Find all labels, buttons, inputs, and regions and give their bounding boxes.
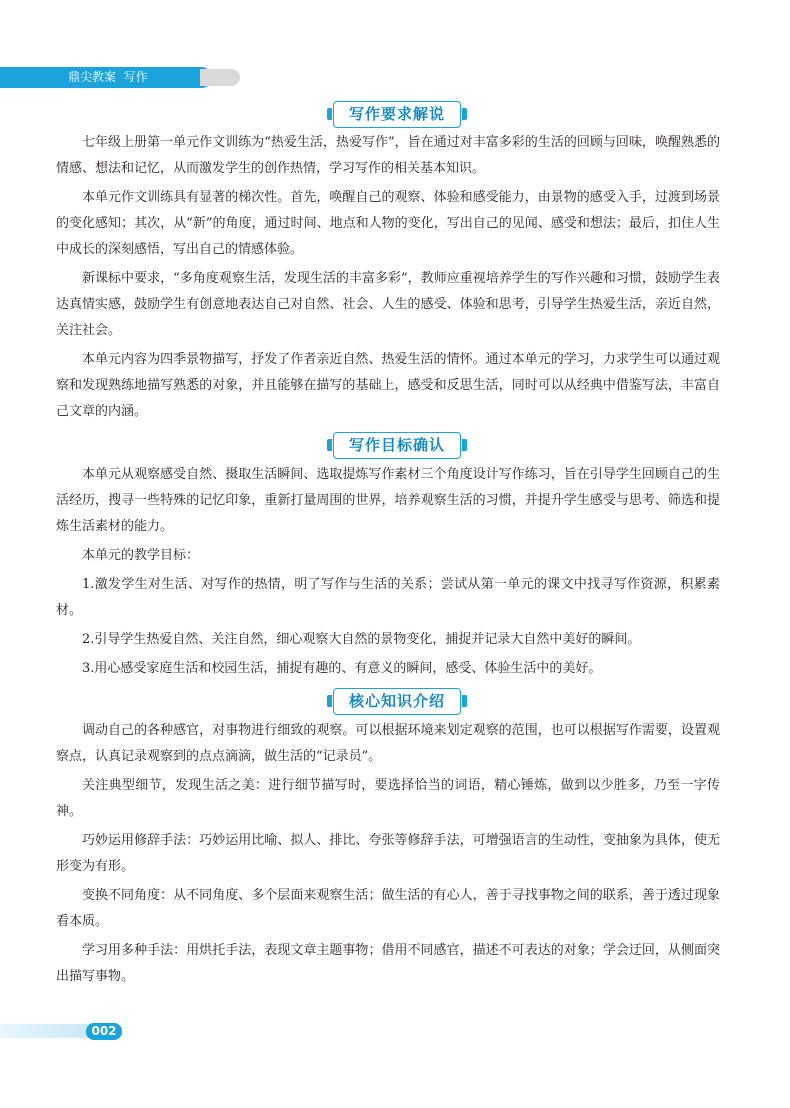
section-title-requirements: 写作要求解说 [333,101,461,128]
paragraph: 本单元内容为四季景物描写，抒发了作者亲近自然、热爱生活的情怀。通过本单元的学习，力求学生可以通过观察和发现熟练地描写熟悉的对象，并且能够在描写的基础上，感受和反思生活，同时可以从经典中借鉴写法，丰富自己文章的内涵。 [56,352,720,419]
page-number: 002 [86,1023,122,1040]
section-title-objectives: 写作目标确认 [333,432,461,459]
section-body-core-knowledge [56,718,720,993]
paragraph: 3.用心感受家庭生活和校园生活，捕捉有趣的、有意义的瞬间，感受、体验生活中的美好。 [82,661,602,676]
paragraph: 调动自己的各种感官，对事物进行细致的观察。可以根据环境来划定观察的范围，也可以根据写作需要，设置观察点，认真记录观察到的点点滴滴，做生活的“记录员”。 [56,723,720,764]
paragraph: 新课标中要求，“多角度观察生活，发现生活的丰富多彩”，教师应重视培养学生的写作兴趣和习惯，鼓励学生表达真情实感，鼓励学生有创意地表达自己对自然、社会、人生的感受、体验和思考，引导学生热爱生活，亲近自然，关注社会。 [56,271,720,338]
paragraph: 巧妙运用修辞手法：巧妙运用比喻、拟人、排比、夸张等修辞手法，可增强语言的生动性，变抽象为具体，使无形变为有形。 [56,833,720,874]
paragraph: 2.引导学生热爱自然、关注自然，细心观察大自然的景物变化，捕捉并记录大自然中美好的瞬间。 [82,632,641,647]
section-body-requirements [56,130,720,428]
paragraph: 学习用多种手法：用烘托手法，表现文章主题事物；借用不同感官，描述不可表达的对象；学会迂回，从侧面突出描写事物。 [56,943,720,984]
header-bar-tail [200,69,240,86]
paragraph: 本单元从观察感受自然、摄取生活瞬间、选取提炼写作素材三个角度设计写作练习，旨在引导学生回顾自己的生活经历，搜寻一些特殊的记忆印象，重新打量周围的世界，培养观察生活的习惯，并提升学生感受与思考、筛选和提炼生活素材的能力。 [56,467,720,534]
paragraph: 1.激发学生对生活、对写作的热情，明了写作与生活的关系；尝试从第一单元的课文中找寻写作资源，积累素材。 [56,577,720,618]
paragraph: 关注典型细节，发现生活之美：进行细节描写时，要选择恰当的词语，精心锤炼，做到以少胜多，乃至一字传神。 [56,778,720,819]
paragraph: 七年级上册第一单元作文训练为“热爱生活，热爱写作”，旨在通过对丰富多彩的生活的回顾与回味，唤醒熟悉的情感、想法和记忆，从而激发学生的创作热情，学习写作的相关基本知识。 [56,135,720,176]
running-header [68,69,148,86]
subject-label: 写作 [123,70,148,84]
paragraph: 本单元作文训练具有显著的梯次性。首先，唤醒自己的观察、体验和感受能力，由景物的感受入手，过渡到场景的变化感知；其次，从“新”的角度，通过时间、地点和人物的变化，写出自己的见闻、感受和想法；最后，扣住人生中成长的深刻感悟，写出自己的情感体验。 [56,190,720,257]
section-body-objectives [56,462,720,685]
paragraph: 变换不同角度：从不同角度、多个层面来观察生活；做生活的有心人，善于寻找事物之间的联系，善于透过现象看本质。 [56,888,720,929]
book-title: 鼎尖教案 [68,70,117,84]
paragraph: 本单元的教学目标： [82,548,200,563]
section-title-core-knowledge: 核心知识介绍 [333,688,461,715]
